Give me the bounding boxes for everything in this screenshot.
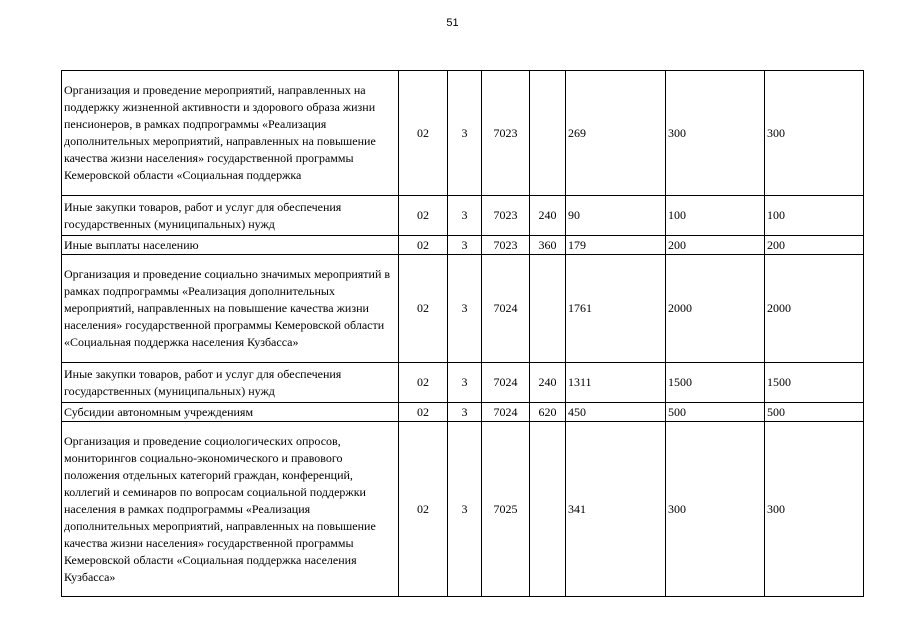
year1-cell: 1311 <box>566 363 666 403</box>
year3-cell: 300 <box>765 422 864 597</box>
subsection-cell: 3 <box>448 196 482 236</box>
row-name-cell: Иные закупки товаров, работ и услуг для обеспечения государственных (муниципальных) нужд <box>62 196 399 236</box>
row-name-cell: Организация и проведение социально значимых мероприятий в рамках подпрограммы «Реализация дополнительных мероприятий, направленных на повышение качества жизни населения» государственной программы Кемеровской области «Социальная поддержка населения Кузбасса» <box>62 255 399 363</box>
table-row <box>62 196 864 236</box>
section-cell: 02 <box>399 363 448 403</box>
row-name-cell: Организация и проведение социологических опросов, мониторингов социально-экономического и правового положения отдельных категорий граждан, конференций, коллегий и семинаров по вопросам социальной поддержки населения в рамках подпрограммы «Реализация дополнительных мероприятий, направленных на повышение качества жизни населения» государственной программы Кемеровской области «Социальная поддержка населения Кузбасса» <box>62 422 399 597</box>
expense-type-cell <box>530 255 566 363</box>
subsection-cell: 3 <box>448 255 482 363</box>
year2-cell: 300 <box>666 71 765 196</box>
year3-cell: 300 <box>765 71 864 196</box>
section-cell: 02 <box>399 422 448 597</box>
table-row <box>62 255 864 363</box>
year3-cell: 2000 <box>765 255 864 363</box>
target-cell: 7023 <box>482 71 530 196</box>
table-row <box>62 71 864 196</box>
year2-cell: 500 <box>666 403 765 422</box>
table-row <box>62 422 864 597</box>
subsection-cell: 3 <box>448 403 482 422</box>
table-row <box>62 236 864 255</box>
year2-cell: 300 <box>666 422 765 597</box>
expense-type-cell: 240 <box>530 196 566 236</box>
section-cell: 02 <box>399 71 448 196</box>
target-cell: 7024 <box>482 255 530 363</box>
year3-cell: 200 <box>765 236 864 255</box>
table-row <box>62 403 864 422</box>
subsection-cell: 3 <box>448 422 482 597</box>
year1-cell: 341 <box>566 422 666 597</box>
year2-cell: 100 <box>666 196 765 236</box>
year3-cell: 1500 <box>765 363 864 403</box>
year1-cell: 90 <box>566 196 666 236</box>
budget-table <box>61 70 864 597</box>
year3-cell: 500 <box>765 403 864 422</box>
expense-type-cell: 240 <box>530 363 566 403</box>
target-cell: 7025 <box>482 422 530 597</box>
row-name-cell: Иные закупки товаров, работ и услуг для обеспечения государственных (муниципальных) нужд <box>62 363 399 403</box>
subsection-cell: 3 <box>448 236 482 255</box>
section-cell: 02 <box>399 196 448 236</box>
section-cell: 02 <box>399 403 448 422</box>
year1-cell: 179 <box>566 236 666 255</box>
year1-cell: 450 <box>566 403 666 422</box>
year2-cell: 2000 <box>666 255 765 363</box>
expense-type-cell <box>530 71 566 196</box>
target-cell: 7024 <box>482 403 530 422</box>
expense-type-cell <box>530 422 566 597</box>
target-cell: 7024 <box>482 363 530 403</box>
year1-cell: 269 <box>566 71 666 196</box>
table-row <box>62 363 864 403</box>
expense-type-cell: 360 <box>530 236 566 255</box>
section-cell: 02 <box>399 255 448 363</box>
target-cell: 7023 <box>482 236 530 255</box>
expense-type-cell: 620 <box>530 403 566 422</box>
target-cell: 7023 <box>482 196 530 236</box>
subsection-cell: 3 <box>448 71 482 196</box>
year2-cell: 1500 <box>666 363 765 403</box>
page-number: 51 <box>446 17 459 29</box>
row-name-cell: Организация и проведение мероприятий, направленных на поддержку жизненной активности и здорового образа жизни пенсионеров, в рамках подпрограммы «Реализация дополнительных мероприятий, направленных на повышение качества жизни населения» государственной программы Кемеровской области «Социальная поддержка <box>62 71 399 196</box>
year3-cell: 100 <box>765 196 864 236</box>
year2-cell: 200 <box>666 236 765 255</box>
year1-cell: 1761 <box>566 255 666 363</box>
subsection-cell: 3 <box>448 363 482 403</box>
row-name-cell: Иные выплаты населению <box>62 236 399 255</box>
section-cell: 02 <box>399 236 448 255</box>
row-name-cell: Субсидии автономным учреждениям <box>62 403 399 422</box>
